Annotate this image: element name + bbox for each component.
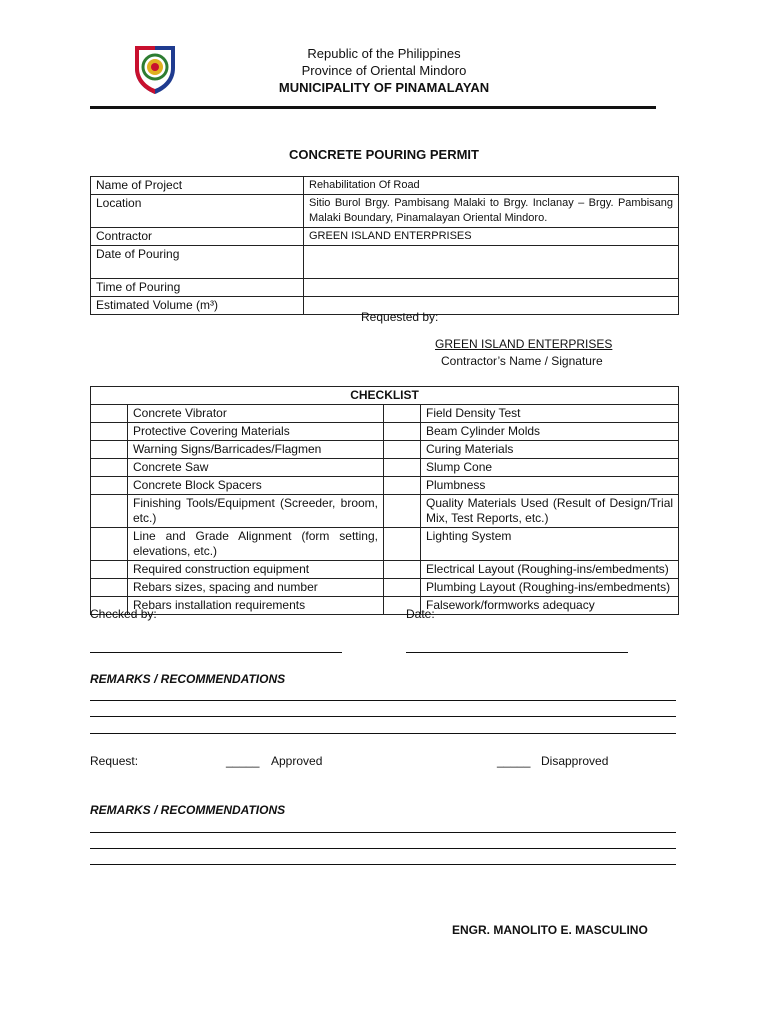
checklist-item-right: Falsework/formworks adequacy <box>421 597 679 615</box>
date-of-pouring-value <box>304 246 679 279</box>
remarks-title-2: REMARKS / RECOMMENDATIONS <box>90 803 286 817</box>
approved-checkbox-blank[interactable]: _____ <box>226 754 260 768</box>
checklist-row <box>91 441 679 459</box>
date-of-pouring-label: Date of Pouring <box>91 246 304 279</box>
checklist-item-left: Concrete Vibrator <box>128 405 384 423</box>
contractor-label: Contractor <box>91 228 304 246</box>
checklist-row <box>91 423 679 441</box>
time-of-pouring-label: Time of Pouring <box>91 279 304 297</box>
checklist-item-left: Line and Grade Alignment (form setting, elevations, etc.) <box>128 528 384 561</box>
checklist-row <box>91 405 679 423</box>
remarks-line[interactable] <box>90 716 676 717</box>
checklist-item-left: Warning Signs/Barricades/Flagmen <box>128 441 384 459</box>
checklist-row <box>91 495 679 528</box>
checklist-checkbox[interactable] <box>384 495 421 528</box>
checked-by-signature-line[interactable] <box>90 652 342 653</box>
checklist-row <box>91 579 679 597</box>
checklist-checkbox[interactable] <box>91 441 128 459</box>
remarks-line[interactable] <box>90 832 676 833</box>
date-label: Date: <box>406 607 435 621</box>
time-of-pouring-value <box>304 279 679 297</box>
checklist-item-right: Slump Cone <box>421 459 679 477</box>
remarks-line[interactable] <box>90 700 676 701</box>
checklist-checkbox[interactable] <box>91 459 128 477</box>
checklist-item-right: Plumbness <box>421 477 679 495</box>
checklist-item-right: Lighting System <box>421 528 679 561</box>
request-label: Request: <box>90 754 139 768</box>
checklist-checkbox[interactable] <box>384 459 421 477</box>
checklist-item-right: Beam Cylinder Molds <box>421 423 679 441</box>
checklist-item-left: Rebars installation requirements <box>128 597 384 615</box>
checklist-row <box>91 459 679 477</box>
checklist-item-right: Quality Materials Used (Result of Design/Trial Mix, Test Reports, etc.) <box>421 495 679 528</box>
disapproved-label: Disapproved <box>541 754 609 768</box>
checklist-item-right: Curing Materials <box>421 441 679 459</box>
name-of-project-label: Name of Project <box>91 177 304 195</box>
checklist-row <box>91 477 679 495</box>
checklist-checkbox[interactable] <box>91 561 128 579</box>
name-of-project-value: Rehabilitation Of Road <box>304 177 679 195</box>
checklist-checkbox[interactable] <box>384 579 421 597</box>
checklist-checkbox[interactable] <box>91 528 128 561</box>
checklist-table <box>90 386 679 615</box>
checklist-title: CHECKLIST <box>91 387 679 405</box>
approved-label: Approved <box>271 754 323 768</box>
checked-by-label: Checked by: <box>90 607 157 621</box>
checklist-checkbox[interactable] <box>91 579 128 597</box>
remarks-line[interactable] <box>90 864 676 865</box>
location-value: Sitio Burol Brgy. Pambisang Malaki to Brgy. Inclanay – Brgy. Pambisang Malaki Boundary, Pinamalayan Oriental Mindoro. <box>304 195 679 228</box>
checklist-checkbox[interactable] <box>384 405 421 423</box>
header-rule <box>90 106 656 109</box>
contractor-signature-caption: Contractor’s Name / Signature <box>441 354 603 368</box>
checklist-checkbox[interactable] <box>91 477 128 495</box>
project-info-table <box>90 176 679 315</box>
header-republic: Republic of the Philippines <box>307 46 461 61</box>
checklist-item-left: Concrete Saw <box>128 459 384 477</box>
header-province: Province of Oriental Mindoro <box>301 63 467 78</box>
checklist-checkbox[interactable] <box>384 441 421 459</box>
page-title: CONCRETE POURING PERMIT <box>289 147 479 162</box>
checklist-item-right: Field Density Test <box>421 405 679 423</box>
checklist-checkbox[interactable] <box>91 495 128 528</box>
checklist-item-left: Rebars sizes, spacing and number <box>128 579 384 597</box>
checklist-item-left: Concrete Block Spacers <box>128 477 384 495</box>
remarks-line[interactable] <box>90 733 676 734</box>
location-label: Location <box>91 195 304 228</box>
header-municipality: MUNICIPALITY OF PINAMALAYAN <box>278 80 490 95</box>
checklist-checkbox[interactable] <box>91 423 128 441</box>
remarks-line[interactable] <box>90 848 676 849</box>
checklist-row <box>91 528 679 561</box>
checklist-row <box>91 597 679 615</box>
checklist-item-left: Protective Covering Materials <box>128 423 384 441</box>
checklist-checkbox[interactable] <box>384 528 421 561</box>
checklist-item-right: Electrical Layout (Roughing-ins/embedments) <box>421 561 679 579</box>
checklist-row <box>91 561 679 579</box>
signatory-name: ENGR. MANOLITO E. MASCULINO <box>452 923 648 937</box>
checklist-checkbox[interactable] <box>384 477 421 495</box>
checklist-checkbox[interactable] <box>91 405 128 423</box>
checklist-checkbox[interactable] <box>384 423 421 441</box>
estimated-volume-label: Estimated Volume (m³) <box>91 297 304 315</box>
estimated-volume-value <box>304 297 679 315</box>
checklist-item-left: Finishing Tools/Equipment (Screeder, broom, etc.) <box>128 495 384 528</box>
disapproved-checkbox-blank[interactable]: _____ <box>497 754 531 768</box>
requested-by-label: Requested by: <box>361 310 439 324</box>
checklist-item-right: Plumbing Layout (Roughing-ins/embedments) <box>421 579 679 597</box>
checklist-checkbox[interactable] <box>384 561 421 579</box>
date-signature-line[interactable] <box>406 652 628 653</box>
checklist-item-left: Required construction equipment <box>128 561 384 579</box>
contractor-name: GREEN ISLAND ENTERPRISES <box>435 337 613 351</box>
remarks-title-1: REMARKS / RECOMMENDATIONS <box>90 672 286 686</box>
contractor-value: GREEN ISLAND ENTERPRISES <box>304 228 679 246</box>
